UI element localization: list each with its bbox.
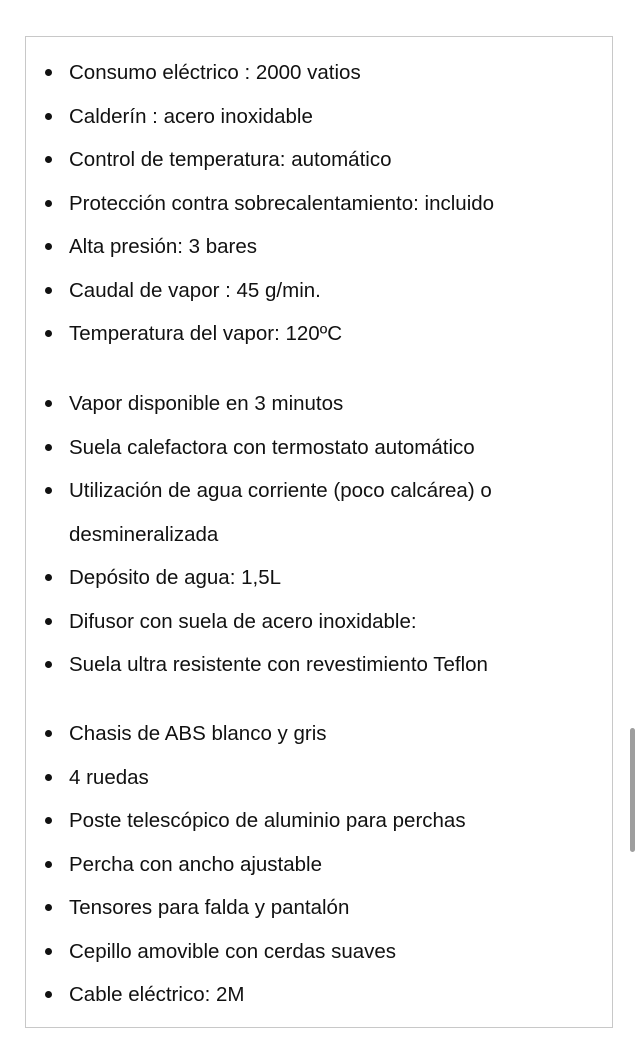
list-item: [26, 95, 612, 139]
list-item-text: Depósito de agua: 1,5L: [69, 566, 281, 589]
list-item: [26, 643, 612, 687]
specifications-box: [25, 36, 613, 1028]
bullet-icon: [45, 661, 52, 668]
bullet-icon: [45, 287, 52, 294]
bullet-icon: [45, 487, 52, 494]
list-item: [26, 269, 612, 313]
list-item-text: Vapor disponible en 3 minutos: [69, 392, 344, 415]
list-item-text: Alta presión: 3 bares: [69, 235, 258, 258]
list-item-text: Cable eléctrico: 2M: [69, 983, 245, 1006]
list-item: [26, 51, 612, 95]
list-item: [26, 556, 612, 600]
bullet-icon: [45, 730, 52, 737]
list-item-text: Utilización de agua corriente (poco calcárea) o desmineralizada: [69, 479, 492, 546]
bullet-icon: [45, 817, 52, 824]
list-item-text: Caudal de vapor : 45 g/min.: [69, 278, 321, 302]
list-item-text: Percha con ancho ajustable: [69, 852, 323, 876]
list-item-text: Protección contra sobrecalentamiento: incluido: [69, 191, 495, 215]
bullet-icon: [45, 904, 52, 911]
list-item: [26, 225, 612, 269]
bullet-icon: [45, 156, 52, 163]
bullet-icon: [45, 444, 52, 451]
list-item: [26, 312, 612, 356]
bullet-icon: [45, 991, 52, 998]
bullet-icon: [45, 774, 52, 781]
list-item: [26, 600, 612, 644]
spec-list-structure: [26, 712, 612, 1017]
bullet-icon: [45, 861, 52, 868]
list-item: [26, 930, 612, 974]
list-item: [26, 469, 529, 556]
list-item: [26, 886, 612, 930]
list-item: [26, 756, 612, 800]
list-item-text: Chasis de ABS blanco y gris: [69, 722, 327, 745]
list-item: [26, 182, 612, 226]
list-item-text: 4 ruedas: [69, 765, 149, 789]
bullet-icon: [45, 200, 52, 207]
list-item-text: Tensores para falda y pantalón: [69, 896, 350, 919]
list-item: [26, 973, 612, 1017]
list-item: [26, 138, 612, 182]
list-item-text: Calderín : acero inoxidable: [69, 104, 313, 128]
bullet-icon: [45, 69, 52, 76]
spec-list-steam: [26, 382, 612, 687]
bullet-icon: [45, 330, 52, 337]
list-item-text: Difusor con suela de acero inoxidable:: [69, 609, 417, 633]
bullet-icon: [45, 400, 52, 407]
list-item: [26, 843, 612, 887]
list-item: [26, 799, 612, 843]
list-item: [26, 426, 612, 470]
bullet-icon: [45, 574, 52, 581]
list-item-text: Control de temperatura: automático: [69, 148, 392, 171]
spec-list-general: [26, 51, 612, 356]
list-item-text: Suela calefactora con termostato automático: [69, 435, 475, 459]
list-item-text: Temperatura del vapor: 120ºC: [69, 322, 342, 345]
vertical-scrollbar[interactable]: [630, 728, 635, 852]
bullet-icon: [45, 113, 52, 120]
bullet-icon: [45, 948, 52, 955]
list-item-text: Poste telescópico de aluminio para perchas: [69, 809, 466, 832]
list-item: [26, 712, 612, 756]
bullet-icon: [45, 618, 52, 625]
list-item-text: Cepillo amovible con cerdas suaves: [69, 939, 397, 963]
list-item-text: Consumo eléctrico : 2000 vatios: [69, 61, 361, 84]
list-item: [26, 382, 612, 426]
list-item-text: Suela ultra resistente con revestimiento Teflon: [69, 653, 488, 676]
bullet-icon: [45, 243, 52, 250]
